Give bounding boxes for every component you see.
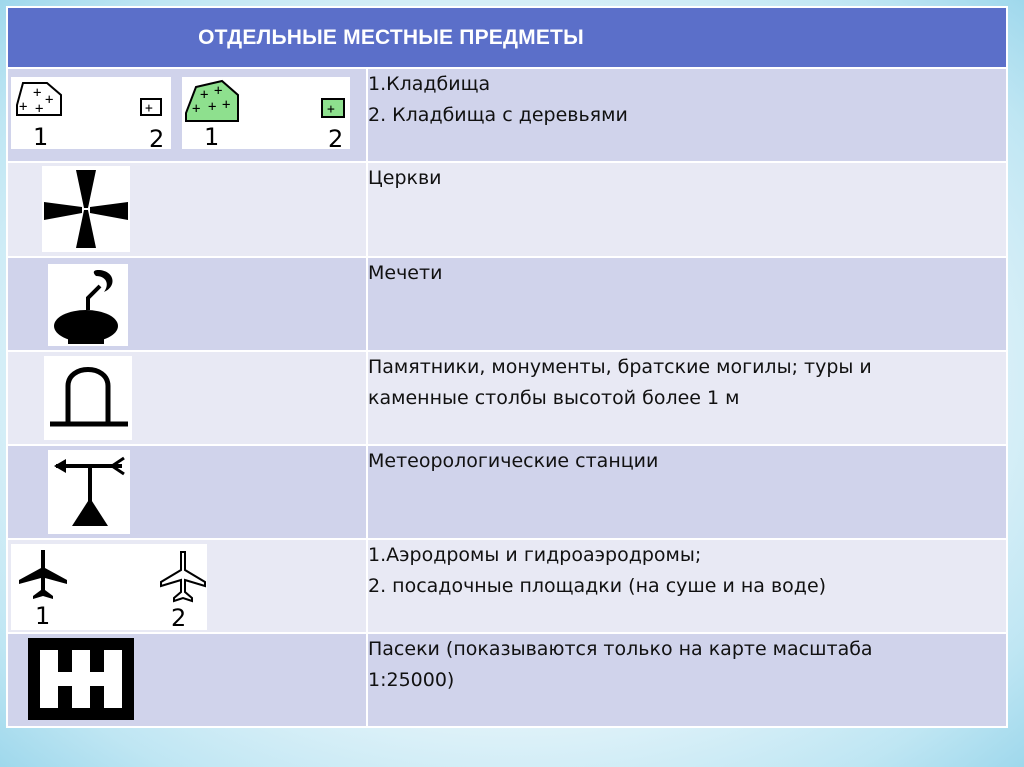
description-line: 1:25000) — [368, 668, 455, 691]
description-line: Мечети — [368, 261, 443, 284]
table-title: ОТДЕЛЬНЫЕ МЕСТНЫЕ ПРЕДМЕТЫ — [198, 25, 584, 49]
symbol-description — [367, 445, 1007, 539]
table-row — [7, 257, 1007, 351]
table-row — [7, 351, 1007, 445]
svg-text:+: + — [200, 87, 209, 104]
symbol-description — [367, 257, 1007, 351]
svg-text:+: + — [222, 97, 231, 114]
cemetery-label-2: 2 — [149, 125, 165, 150]
svg-text:+: + — [19, 99, 28, 116]
description-line: 2. посадочные площадки (на суше и на воде) — [368, 574, 827, 597]
cemetery-with-trees-icon — [182, 77, 350, 149]
airfield-icon — [19, 550, 67, 630]
description-line: 1.Аэродромы и гидроаэродромы; — [368, 543, 702, 566]
svg-text:+: + — [208, 99, 217, 116]
church-icon — [42, 166, 130, 252]
description-line: Метеорологические станции — [368, 449, 659, 472]
symbol-description — [367, 633, 1007, 727]
svg-text:+: + — [145, 101, 153, 117]
svg-text:+: + — [45, 92, 54, 109]
table-row — [7, 445, 1007, 539]
description-line: Памятники, монументы, братские могилы; туры и — [368, 355, 872, 378]
description-line: Пасеки (показываются только на карте масштаба — [368, 637, 873, 660]
table-row — [7, 539, 1007, 633]
table-row — [7, 68, 1007, 162]
cemetery-trees-label-1: 1 — [204, 123, 220, 150]
airfield-label-1: 1 — [35, 601, 51, 630]
landing-site-icon — [161, 552, 205, 630]
description-line: каменные столбы высотой более 1 м — [368, 386, 740, 409]
airfield-label-2: 2 — [171, 603, 187, 630]
apiary-icon — [28, 638, 134, 720]
svg-text:+: + — [214, 83, 223, 100]
symbol-cell — [7, 257, 367, 351]
table-header — [7, 7, 1007, 68]
weather-station-icon — [48, 450, 130, 534]
symbols-table — [6, 6, 1008, 728]
svg-text:+: + — [33, 85, 42, 102]
symbol-cell — [7, 162, 367, 256]
symbol-cell — [7, 445, 367, 539]
table-row — [7, 633, 1007, 727]
svg-text:+: + — [192, 101, 201, 118]
cemetery-icon — [11, 77, 171, 149]
symbol-description — [367, 351, 1007, 445]
symbol-description — [367, 162, 1007, 256]
symbol-description — [367, 68, 1007, 162]
symbol-cell — [7, 68, 367, 162]
symbol-cell — [7, 633, 367, 727]
cemetery-trees-label-2: 2 — [328, 125, 344, 150]
description-line: 2. Кладбища с деревьями — [368, 104, 628, 127]
svg-text:+: + — [327, 102, 335, 118]
table-row — [7, 162, 1007, 256]
svg-text:+: + — [35, 101, 44, 118]
symbol-cell — [7, 539, 367, 633]
description-line: 1.Кладбища — [368, 73, 491, 96]
mosque-icon — [48, 264, 128, 346]
symbol-description — [367, 539, 1007, 633]
airfield-icons — [11, 544, 207, 630]
description-line: Церкви — [368, 167, 442, 190]
cemetery-label-1: 1 — [33, 123, 49, 150]
monument-icon — [44, 356, 132, 440]
symbol-cell — [7, 351, 367, 445]
